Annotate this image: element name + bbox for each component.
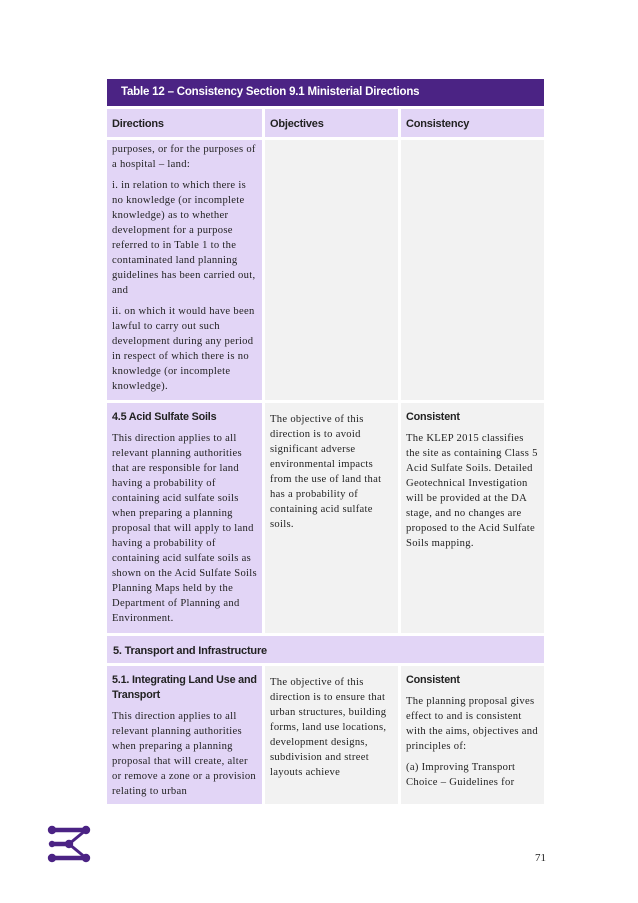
table-row: [107, 666, 544, 804]
directions-text: This direction applies to all relevant planning authorities when preparing a planning proposal that will create, alter or remove a zone or a provision relating to urban: [112, 711, 257, 797]
consistency-text: The KLEP 2015 classifies the site as containing Class 5 Acid Sulfate Soils. Detailed Geotechnical Investigation will be provided at the DA stage, and no changes are proposed to the Acid Sulfate Soils mapping.: [406, 433, 538, 549]
directions-text: i. in relation to which there is no knowledge (or incomplete knowledge) as to whether development for a purpose referred to in Table 1 to the contaminated land planning guidelines has been carried out, and: [112, 180, 256, 296]
direction-heading: 4.5 Acid Sulfate Soils: [112, 411, 217, 423]
directions-text: purposes, or for the purposes of a hospital – land:: [112, 144, 256, 170]
directions-cell: [107, 666, 262, 804]
objectives-cell: [265, 140, 398, 400]
objectives-cell: [265, 403, 398, 633]
consistency-text: The planning proposal gives effect to and is consistent with the aims, objectives and principles of:: [406, 696, 538, 752]
header-directions: Directions: [107, 109, 262, 137]
consistency-heading: Consistent: [406, 411, 460, 423]
table-row: [107, 403, 544, 633]
table-header-row: [107, 109, 544, 137]
directions-cell: [107, 403, 262, 633]
header-objectives: Objectives: [265, 109, 398, 137]
directions-cell: [107, 140, 262, 400]
consistency-cell: [401, 666, 544, 804]
page-number: 71: [535, 852, 546, 864]
table-title: Table 12 – Consistency Section 9.1 Ministerial Directions: [107, 79, 544, 106]
objectives-cell: [265, 666, 398, 804]
directions-text: This direction applies to all relevant planning authorities that are responsible for land having a probability of containing acid sulfate soils when preparing a planning proposal that will apply to land having a probability of containing acid sulfate soils as shown on the Acid Sulfate Soils Planning Maps held by the Department of Planning and Environment.: [112, 433, 257, 624]
objective-text: The objective of this direction is to avoid significant adverse environmental impacts from the use of land that has a probability of containing acid sulfate soils.: [270, 414, 382, 530]
direction-heading: 5.1. Integrating Land Use and Transport: [112, 674, 257, 701]
objective-text: The objective of this direction is to ensure that urban structures, building forms, land use locations, development designs, subdivision and street layouts achieve: [270, 677, 387, 778]
brand-logo-icon: [47, 825, 91, 863]
consistency-text: (a) Improving Transport Choice – Guidelines for: [406, 762, 516, 788]
consistency-heading: Consistent: [406, 674, 460, 686]
ministerial-directions-table: [107, 79, 544, 804]
section-row: [107, 636, 544, 663]
header-consistency: Consistency: [401, 109, 544, 137]
section-title: 5. Transport and Infrastructure: [107, 636, 544, 663]
directions-text: ii. on which it would have been lawful to carry out such development during any period in respect of which there is no knowledge (or incomplete knowledge).: [112, 306, 255, 392]
consistency-cell: [401, 140, 544, 400]
table-row: [107, 140, 544, 400]
consistency-cell: [401, 403, 544, 633]
